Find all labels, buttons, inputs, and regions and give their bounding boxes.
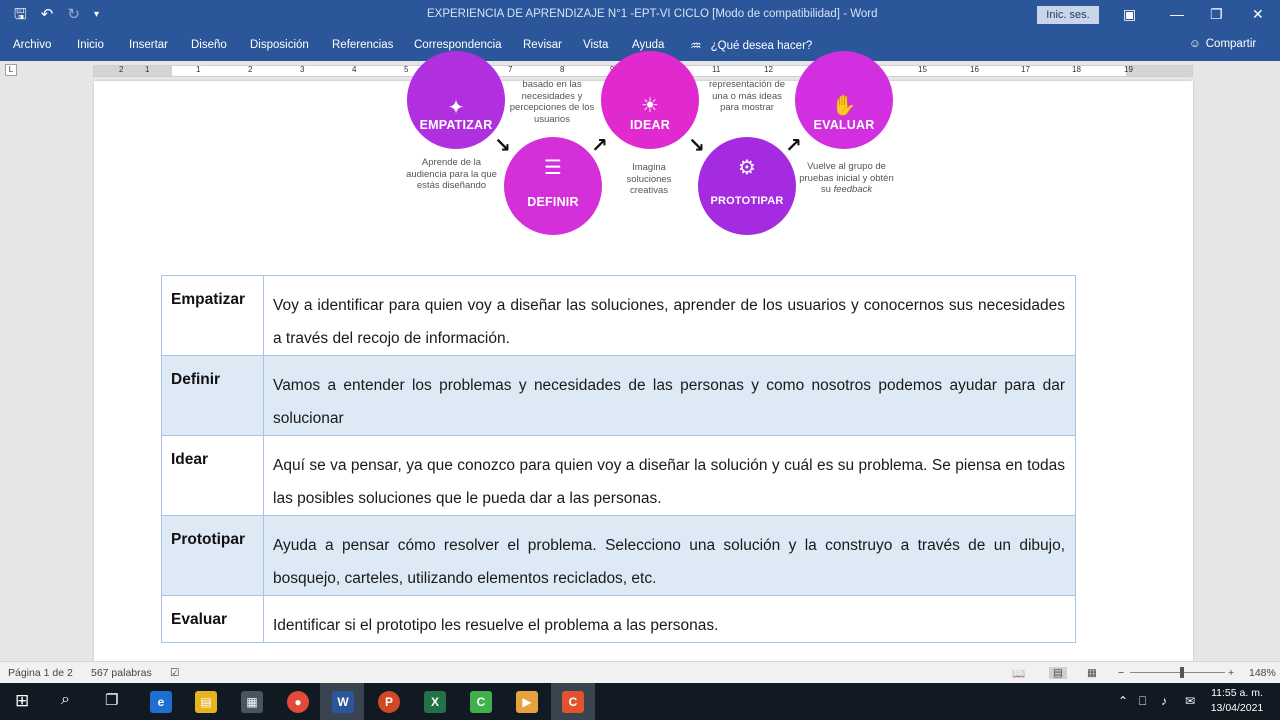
zoom-slider-thumb[interactable] [1180, 667, 1184, 678]
title-bar [0, 0, 1280, 31]
tab-ayuda[interactable]: Ayuda [632, 39, 665, 51]
table-term: Prototipar [162, 516, 264, 596]
document-page[interactable] [94, 81, 1193, 661]
print-layout-icon[interactable]: ▤ [1049, 667, 1067, 679]
ruler-number: 12 [764, 65, 773, 74]
ruler-number: 15 [918, 65, 927, 74]
tab-diseno[interactable]: Diseño [191, 39, 227, 51]
arrow-down-right-icon: ↘ [688, 135, 705, 157]
tab-disposicion[interactable]: Disposición [250, 39, 309, 51]
excel-icon[interactable]: X [424, 691, 446, 713]
step-idear-circle [601, 51, 699, 149]
ruler-number: 5 [404, 65, 409, 74]
table-row [162, 516, 1076, 596]
tab-archivo[interactable]: Archivo [13, 39, 52, 51]
camtasia-icon[interactable]: C [470, 691, 492, 713]
ruler-number: 7 [508, 65, 513, 74]
clock-date: 13/04/2021 [1210, 702, 1264, 714]
ruler-left-margin [94, 66, 172, 76]
table-term: Idear [162, 436, 264, 516]
search-icon[interactable]: ⌕ [61, 691, 70, 708]
tab-vista[interactable]: Vista [583, 39, 609, 51]
arrow-down-right-icon: ↘ [494, 135, 511, 157]
caption-idear: Imagina soluciones creativas [626, 162, 672, 196]
table-row [162, 596, 1076, 643]
person-icon: ☺ [1189, 38, 1201, 50]
ruler-number: 3 [300, 65, 305, 74]
blueprint-icon: ⚙ [738, 157, 756, 179]
step-prototipar-circle [698, 137, 796, 235]
system-clock[interactable] [1207, 686, 1267, 716]
windows-start-icon[interactable]: ⊞ [15, 691, 30, 710]
hand-icon: ✋ [831, 95, 857, 117]
word-count[interactable]: 567 palabras [91, 667, 152, 679]
ruler-number: 2 [119, 65, 124, 74]
status-bar [0, 661, 1280, 683]
lightbulb-icon: ☀ [641, 95, 659, 117]
window-title: EXPERIENCIA DE APRENDIZAJE N°1 -EPT-VI CICLO [Modo de compatibilidad] - Word [427, 8, 878, 20]
page-count[interactable]: Página 1 de 2 [8, 667, 73, 679]
step-empatizar-circle [407, 51, 505, 149]
arrow-up-right-icon: ↗ [785, 135, 802, 157]
table-row [162, 276, 1076, 356]
step-label: EMPATIZAR [419, 118, 493, 132]
volume-icon[interactable]: ♪ [1161, 694, 1167, 708]
ruler-number: 16 [970, 65, 979, 74]
store-icon[interactable]: ▦ [241, 691, 263, 713]
word-icon[interactable]: W [332, 691, 354, 713]
ribbon-display-icon[interactable]: ▣ [1123, 6, 1137, 22]
ruler-number: 1 [196, 65, 201, 74]
save-icon[interactable]: 🖫 [14, 6, 27, 23]
tab-inicio[interactable]: Inicio [77, 39, 104, 51]
web-layout-icon[interactable]: ▦ [1087, 667, 1097, 679]
caption-prototipar: representación de una o más ideas para mostrar [708, 79, 786, 113]
share-label: Compartir [1205, 38, 1257, 50]
ruler-right-margin [1126, 66, 1192, 76]
customize-icon[interactable]: ▾ [93, 9, 99, 20]
ruler-number: 18 [1072, 65, 1081, 74]
zoom-level[interactable]: 148% [1249, 667, 1276, 679]
proofing-icon[interactable]: ☑ [170, 667, 180, 679]
file-explorer-icon[interactable]: ▤ [195, 691, 217, 713]
tell-me-box[interactable] [690, 38, 812, 54]
close-icon[interactable]: ✕ [1252, 6, 1264, 22]
lightbulb-icon: ♒ [690, 38, 702, 53]
zoom-in-icon[interactable]: + [1228, 667, 1235, 679]
tab-insertar[interactable]: Insertar [129, 39, 168, 51]
zoom-slider[interactable] [1130, 672, 1225, 673]
tray-expand-icon[interactable]: ⌃ [1118, 694, 1129, 708]
redo-icon[interactable]: ↻ [67, 6, 80, 23]
design-thinking-table[interactable] [161, 275, 1076, 643]
caption-empatizar: Aprende de la audiencia para la que estás diseñando [406, 157, 497, 191]
step-label: PROTOTIPAR [710, 195, 784, 207]
sign-in-button[interactable]: Inic. ses. [1037, 6, 1099, 24]
camtasia-recorder-icon[interactable]: C [562, 691, 584, 713]
step-evaluar-circle [795, 51, 893, 149]
powerpoint-icon[interactable]: P [378, 691, 400, 713]
caption-evaluar-italic: feedback [833, 184, 873, 195]
edge-icon[interactable]: e [150, 691, 172, 713]
restore-icon[interactable]: ❐ [1210, 6, 1223, 22]
caption-evaluar [799, 161, 894, 196]
table-row [162, 436, 1076, 516]
table-description: Identificar si el prototipo les resuelve el problema a las personas. [264, 596, 1076, 643]
table-term: Definir [162, 356, 264, 436]
ruler-number: 17 [1021, 65, 1030, 74]
table-term: Empatizar [162, 276, 264, 356]
table-description: Aquí se va pensar, ya que conozco para quien voy a diseñar la solución y cuál es su problema. Se piensa en todas las posibles soluciones que le pueda dar a las personas. [264, 436, 1076, 516]
read-mode-icon[interactable]: 📖 [1012, 668, 1026, 680]
ruler-number: 19 [1124, 65, 1133, 74]
tell-me-label: ¿Qué desea hacer? [710, 40, 813, 52]
tab-revisar[interactable]: Revisar [523, 39, 562, 51]
table-row [162, 356, 1076, 436]
checklist-icon: ☰ [544, 157, 562, 179]
network-icon[interactable]: ⎕ [1139, 694, 1147, 708]
design-thinking-graphic [394, 81, 914, 241]
quick-access-toolbar [14, 6, 99, 24]
ruler-number: 1 [145, 65, 150, 74]
table-term: Evaluar [162, 596, 264, 643]
minimize-icon[interactable]: — [1170, 6, 1184, 22]
step-definir-circle [504, 137, 602, 235]
table-description: Vamos a entender los problemas y necesidades de las personas y como nosotros podemos ayudar para dar solucionar [264, 356, 1076, 436]
clock-time: 11:55 a. m. [1211, 687, 1263, 699]
table-description: Voy a identificar para quien voy a diseñar las soluciones, aprender de los usuarios y conocernos sus necesidades a través del recojo de información. [264, 276, 1076, 356]
chrome-icon[interactable]: ● [287, 691, 309, 713]
step-label: EVALUAR [813, 118, 875, 132]
people-icon: ✦ [447, 97, 465, 119]
tab-correspondencia[interactable]: Correspondencia [414, 39, 502, 51]
ruler-number: 4 [352, 65, 357, 74]
ruler-number: 2 [248, 65, 253, 74]
step-label: IDEAR [630, 118, 670, 132]
task-view-icon[interactable]: ❐ [105, 692, 119, 709]
arrow-up-right-icon: ↗ [591, 135, 608, 157]
caption-evaluar-text: Vuelve al grupo de pruebas inicial y obtén su [799, 161, 894, 195]
ruler-number: 11 [712, 65, 721, 74]
step-label: DEFINIR [527, 195, 579, 209]
caption-definir: basado en las necesidades y percepciones de los usuarios [509, 79, 595, 125]
undo-icon[interactable]: ↶ [40, 6, 54, 23]
tab-selector[interactable]: L [5, 64, 17, 76]
media-player-icon[interactable]: ▶ [516, 691, 538, 713]
ruler-number: 8 [560, 65, 565, 74]
table-description: Ayuda a pensar cómo resolver el problema. Selecciono una solución y la construyo a través de un dibujo, bosquejo, carteles, utilizando elementos reciclados, etc. [264, 516, 1076, 596]
share-button[interactable] [1189, 38, 1256, 50]
notifications-icon[interactable]: ✉ [1185, 694, 1196, 708]
tab-referencias[interactable]: Referencias [332, 39, 394, 51]
taskbar [0, 683, 1280, 720]
zoom-out-icon[interactable]: − [1118, 667, 1125, 679]
